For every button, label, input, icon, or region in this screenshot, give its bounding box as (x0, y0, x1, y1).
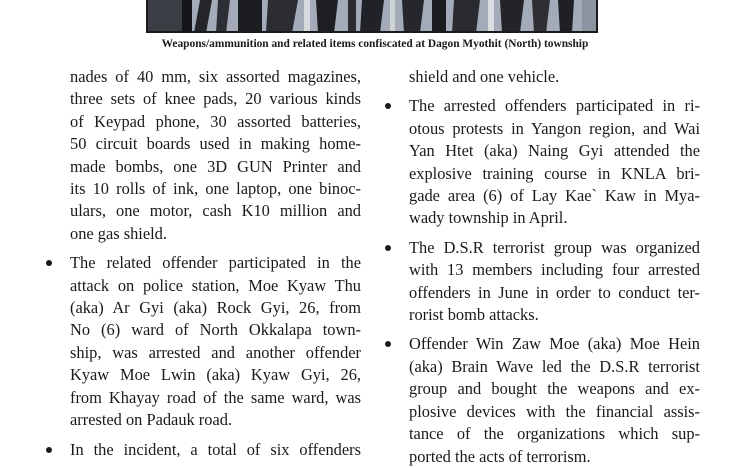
text-line: plosive devices with the financial assis- (409, 401, 700, 421)
text-line: Offender Win Zaw Moe (aka) Moe Hein (409, 334, 700, 354)
text-line: with 13 members including four arrested (409, 260, 700, 280)
confiscated-items-photo (146, 0, 598, 33)
text-line: nades of 40 mm, six assorted magazines, (70, 67, 361, 86)
weapons-photo-illustration (148, 0, 596, 33)
text-line: one gas shield. (70, 223, 167, 243)
text-line: arrested on Padauk road. (70, 410, 233, 430)
bullet-icon (46, 447, 52, 453)
text-line: gade area (6) of Lay Kae` Kaw in Mya- (409, 186, 700, 206)
text-line: 50 circuit boards used in making home- (70, 134, 361, 154)
text-line: three sets of knee pads, 20 various kinds (70, 89, 361, 109)
text-line: Kyaw Moe Lwin (aka) Kyaw Gyi, 26, (70, 365, 361, 385)
text-line: of Keypad phone, 30 assorted batteries, (70, 111, 361, 131)
bullet-icon (46, 260, 52, 266)
text-line: tance of the organizations which sup- (409, 424, 700, 444)
text-line: Yan Htet (aka) Naing Gyi attended the (409, 141, 700, 161)
left-column (70, 66, 361, 461)
text-line: shield and one vehicle. (409, 67, 560, 86)
text-line: offenders in June in order to conduct ter- (409, 282, 700, 302)
text-line: group and bought the weapons and ex- (409, 379, 700, 399)
text-line: ship, was arrested and another offender (70, 342, 361, 362)
text-line: wady township in April. (409, 208, 568, 228)
text-line: ulars, one motor, cash K10 million and (70, 201, 361, 221)
text-line: The D.S.R terrorist group was organized (409, 237, 700, 257)
bullet-icon (385, 341, 391, 347)
text-line: ported the acts of terrorism. (409, 446, 591, 466)
text-line: (aka) Ar Gyi (aka) Rock Gyi, 26, from (70, 298, 361, 318)
bullet-icon (385, 103, 391, 109)
text-line: otous protests in Yangon region, and Wai (409, 118, 700, 138)
text-line: made bombs, one 3D GUN Printer and (70, 156, 361, 176)
bullet-item (409, 237, 700, 327)
text-line: (aka) Brain Wave led the D.S.R terrorist (409, 356, 700, 376)
bullet-item (70, 252, 361, 431)
text-line: explosive training course in KNLA bri- (409, 163, 700, 183)
text-line: In the incident, a total of six offenders (70, 439, 361, 459)
bullet-icon (385, 245, 391, 251)
figure-caption: Weapons/ammunition and related items confiscated at Dagon Myothit (North) township (161, 38, 589, 50)
continued-paragraph (409, 66, 700, 88)
text-line: from Khayay road of the same ward, was (70, 387, 361, 407)
bullet-item (70, 439, 361, 461)
text-line: its 10 rolls of ink, one laptop, one binoc- (70, 179, 361, 199)
text-line: The arrested offenders participated in ri- (409, 96, 700, 116)
text-line: rorist bomb attacks. (409, 305, 539, 325)
continued-paragraph (70, 66, 361, 245)
bullet-item (409, 333, 700, 467)
text-line: No (6) ward of North Okkalapa town- (70, 320, 361, 340)
text-line: attack on police station, Moe Kyaw Thu (70, 275, 361, 295)
text-line: The related offender participated in the (70, 253, 361, 273)
bullet-item (409, 95, 700, 229)
right-column (409, 66, 700, 468)
